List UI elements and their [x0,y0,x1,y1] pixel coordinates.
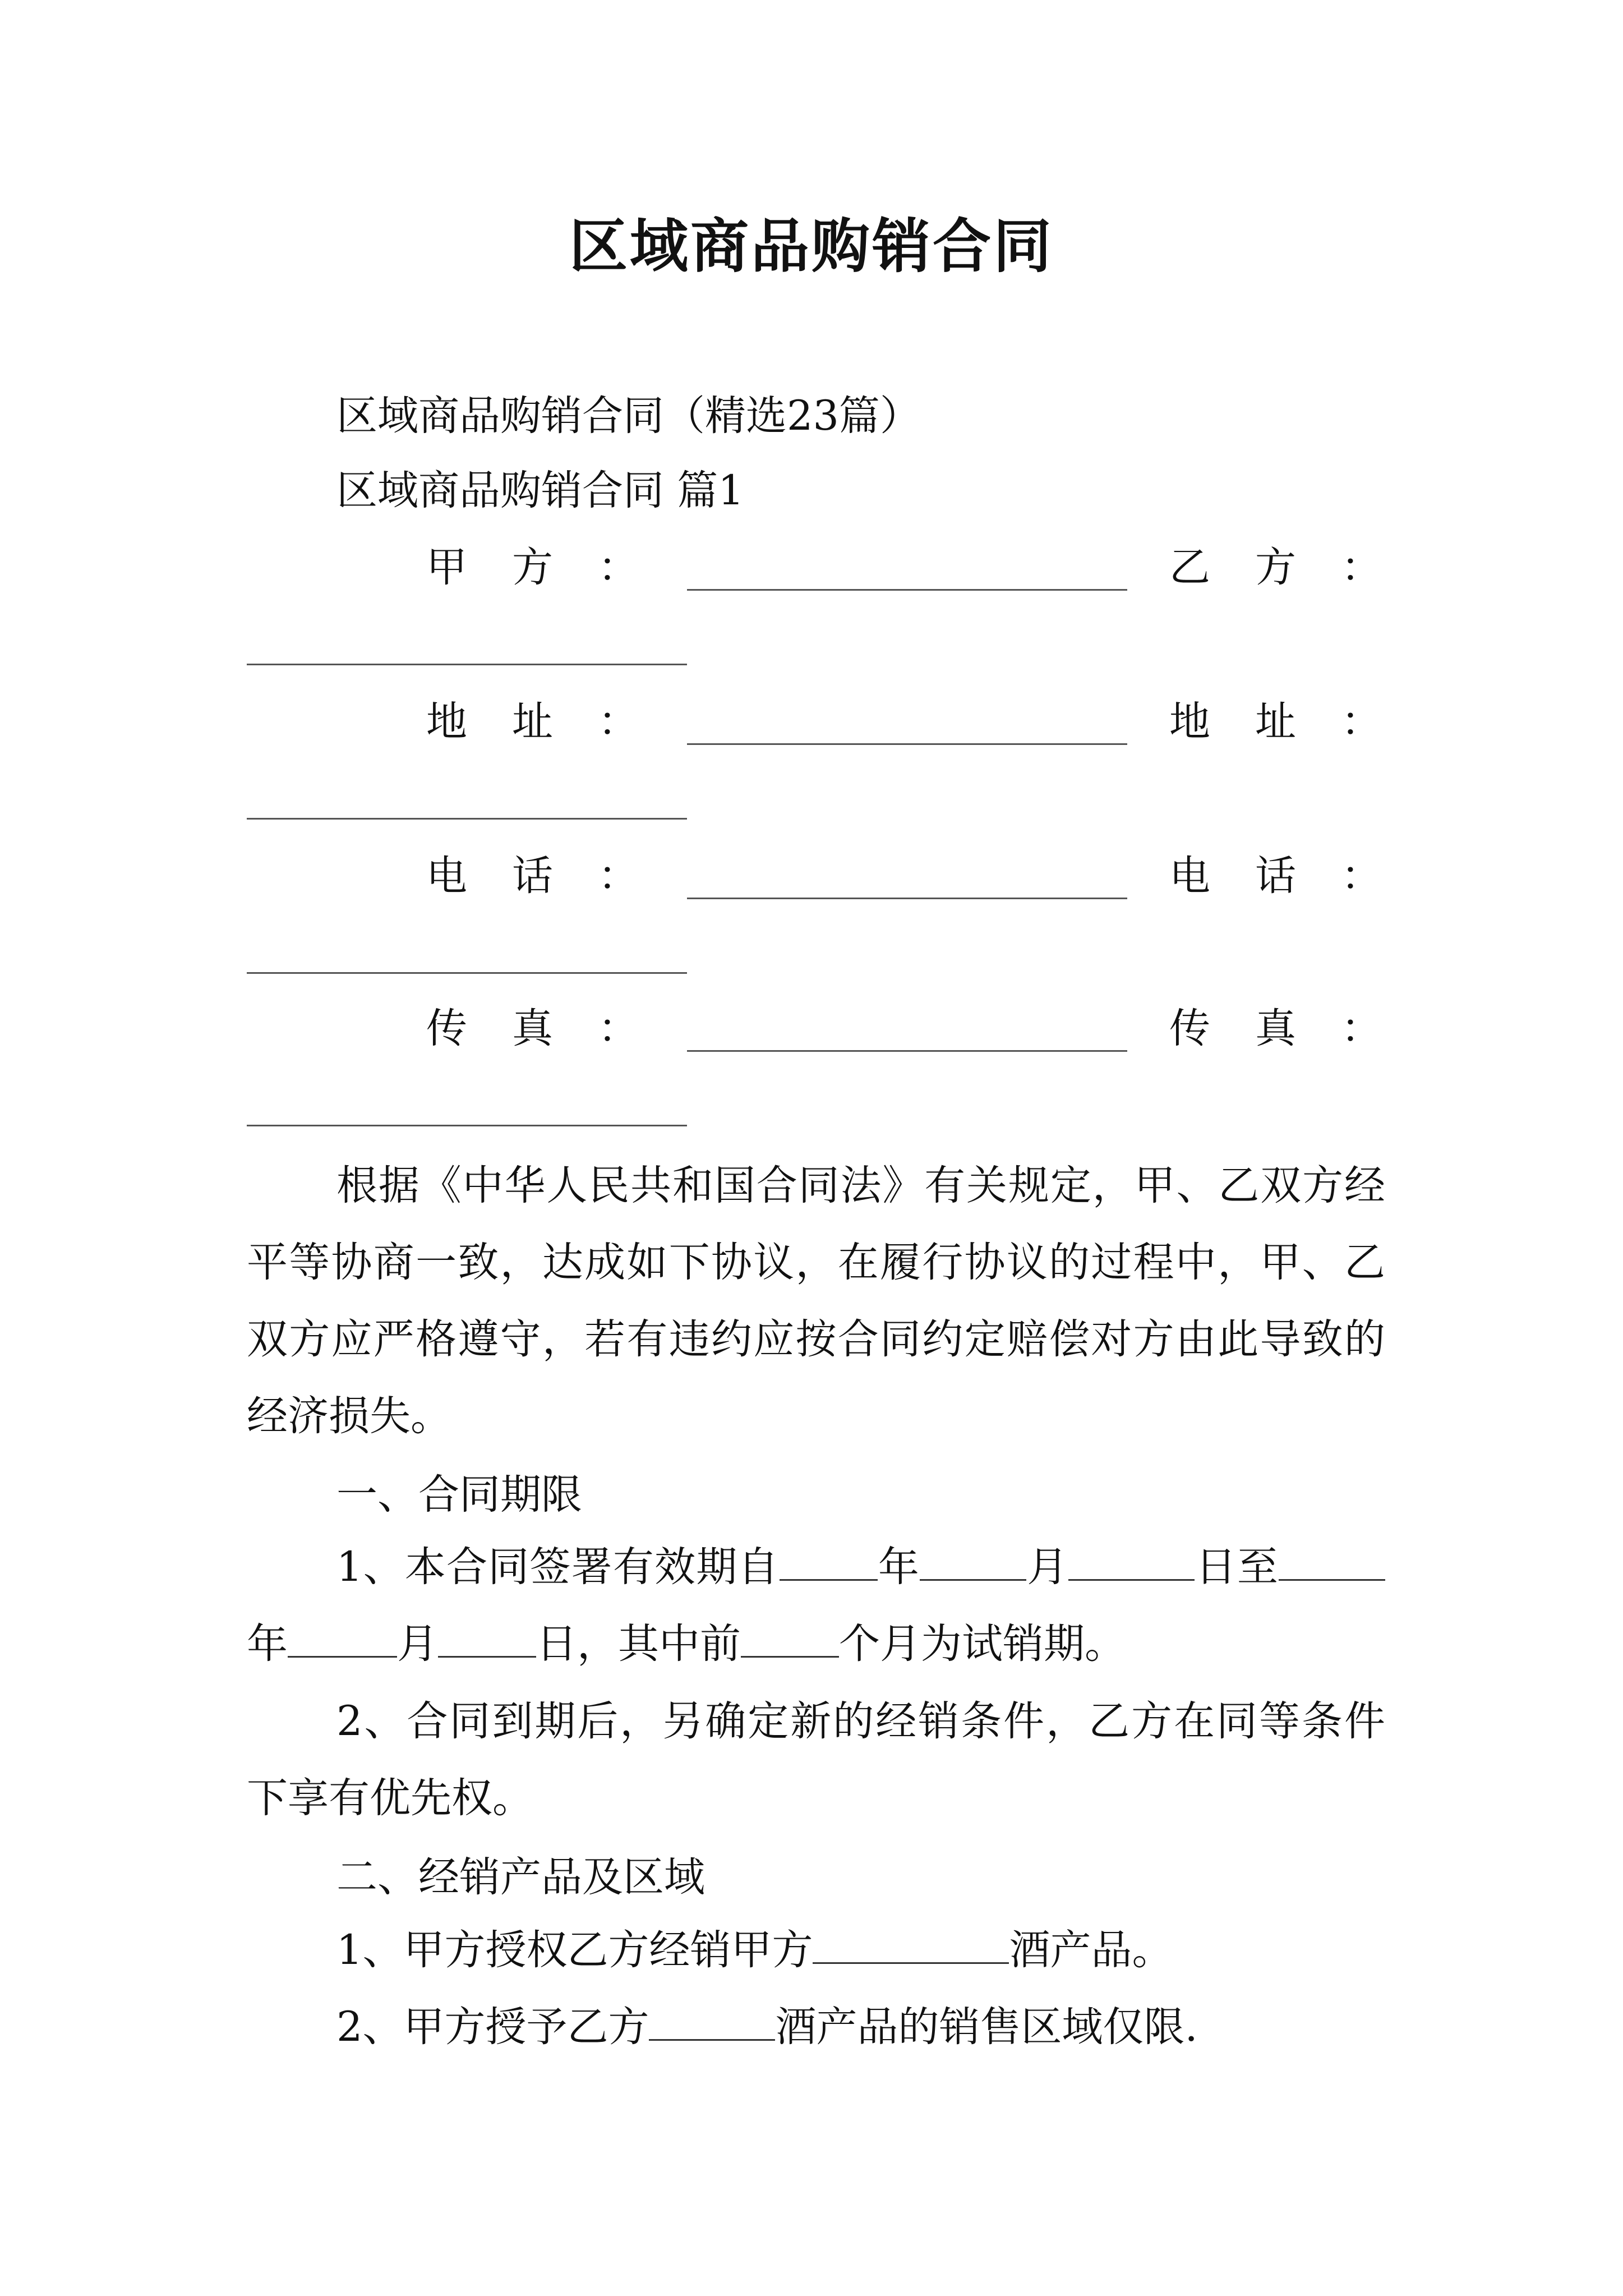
end-day-blank[interactable] [438,1622,536,1658]
end-month-blank[interactable] [288,1622,397,1658]
fax-b-label: 传真： [1169,1005,1427,1052]
section-1-heading: 一、合同期限 [336,1471,582,1519]
clause-1-1: 1、本合同签署有效期自 年 月 日至年 月 日，其中前 个月为试销期。 [247,1529,1385,1682]
start-month-blank[interactable] [920,1545,1026,1581]
document-title: 区域商品购销合同 [569,211,1054,280]
fax-a-blank[interactable] [687,1050,1127,1052]
section-2-heading: 二、经销产品及区域 [336,1853,705,1901]
phone-b-label: 电话： [1169,852,1427,900]
phone-b-blank[interactable] [247,972,687,974]
clause-2-1: 1、甲方授权乙方经销甲方 酒产品。 [336,1926,1173,1974]
fax-a-label: 传真： [426,1005,684,1052]
end-year-blank[interactable] [1279,1545,1385,1581]
fax-b-blank[interactable] [247,1125,687,1126]
start-day-blank[interactable] [1068,1545,1195,1581]
address-b-blank[interactable] [247,818,687,820]
section-heading: 区域商品购销合同 篇1 [336,467,744,514]
start-year-blank[interactable] [780,1545,878,1581]
party-b-blank[interactable] [247,664,687,665]
phone-a-blank[interactable] [687,898,1127,899]
address-a-blank[interactable] [687,743,1127,745]
party-b-label: 乙方： [1169,544,1427,591]
address-b-label: 地址： [1169,698,1427,746]
clause-1-2: 2、合同到期后，另确定新的经销条件，乙方在同等条件下享有优先权。 [247,1697,1385,1822]
party-a-label: 甲方： [426,544,684,591]
party-a-blank[interactable] [687,589,1127,591]
clause-2-2: 2、甲方授予乙方 酒产品的销售区域仅限. [336,2003,1198,2051]
phone-a-label: 电话： [426,852,684,900]
product-name-blank[interactable] [813,1929,1009,1964]
intro-paragraph: 根据《中华人民共和国合同法》有关规定，甲、乙双方经平等协商一致，达成如下协议，在履行协议的过程中，甲、乙双方应严格遵守，若有违约应按合同约定赔偿对方由此导致的经济损失。 [247,1162,1385,1440]
address-a-label: 地址： [426,698,684,746]
region-product-blank[interactable] [649,2005,775,2041]
trial-months-blank[interactable] [741,1622,839,1658]
document-subtitle: 区域商品购销合同（精选23篇） [336,392,921,440]
